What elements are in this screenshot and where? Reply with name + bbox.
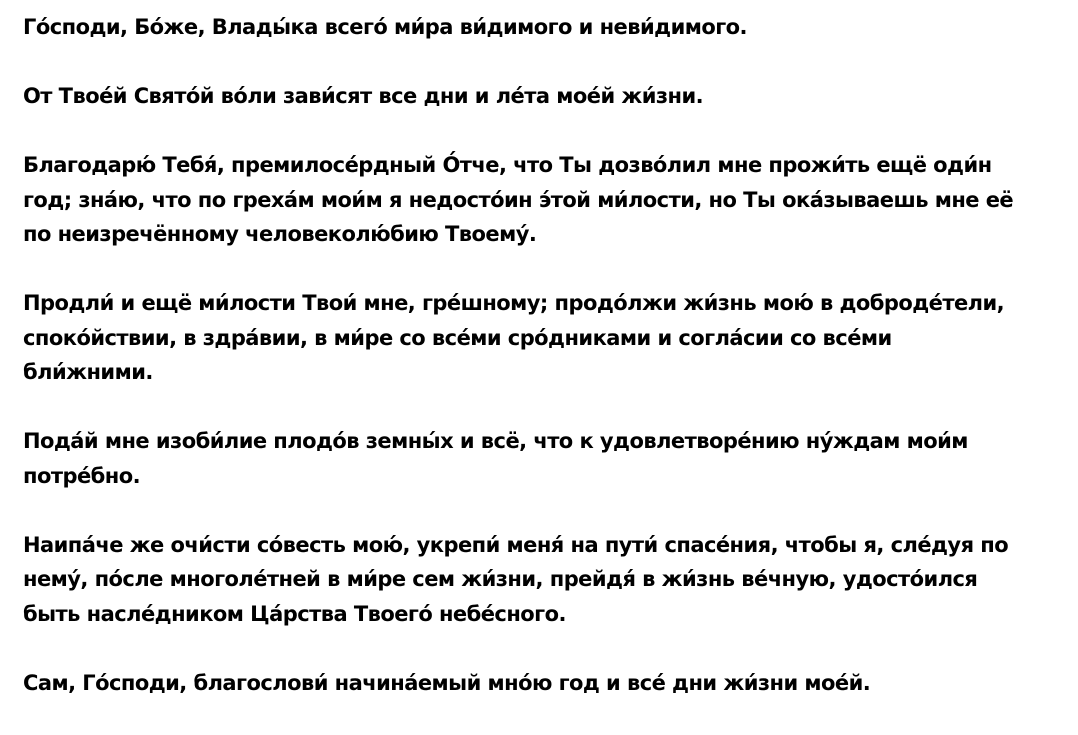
text-line: по неизречённому человеколю́бию Твоему́. bbox=[23, 222, 537, 246]
text-line: потре́бно. bbox=[23, 463, 141, 488]
text-line: Сам, Го́споди, благослови́ начина́емый мно́ю год и все́ дни жи́зни мое́й. bbox=[23, 670, 871, 695]
paragraph-1 bbox=[23, 10, 1068, 45]
text-line: Наипа́че же очи́сти со́весть мою́, укрепи́ меня́ на пути́ спасе́ния, чтобы я, сле́дуя по bbox=[23, 532, 1009, 557]
text-line: бли́жними. bbox=[23, 360, 153, 384]
text-line: нему́, по́сле многоле́тней в ми́ре сем жи́зни, прейдя́ в жи́знь ве́чную, удосто́ился bbox=[23, 567, 978, 591]
text-line: год; зна́ю, что по греха́м мои́м я недосто́ин э́той ми́лости, но Ты ока́зываешь мне её bbox=[23, 187, 1014, 212]
paragraph-4 bbox=[23, 286, 1068, 390]
text-line: Продли́ и ещё ми́лости Твои́ мне, гре́шному; продо́лжи жи́знь мою́ в доброде́тели, bbox=[23, 291, 1005, 315]
text-line: быть насле́дником Ца́рства Твоего́ небе́сного. bbox=[23, 601, 566, 626]
text-line: Го́споди, Бо́же, Влады́ка всего́ ми́ра ви́димого и неви́димого. bbox=[23, 15, 747, 39]
text-line: Пода́й мне изоби́лие плодо́в земны́х и всё, что к удовлетворе́нию ну́ждам мои́м bbox=[23, 429, 968, 453]
paragraph-3 bbox=[23, 148, 1068, 252]
text-line: От Твое́й Свято́й во́ли зави́сят все дни и ле́та мое́й жи́зни. bbox=[23, 84, 704, 108]
text-line: споко́йствии, в здра́вии, в ми́ре со все́ми сро́дниками и согла́сии со все́ми bbox=[23, 325, 892, 350]
paragraph-2 bbox=[23, 79, 1068, 114]
paragraph-7 bbox=[23, 666, 1068, 701]
text-line: Благодарю́ Тебя́, премилосе́рдный О́тче, что Ты дозво́лил мне прожи́ть ещё оди́н bbox=[23, 153, 992, 177]
paragraph-5 bbox=[23, 424, 1068, 493]
paragraph-6 bbox=[23, 528, 1068, 632]
prayer-document bbox=[23, 10, 1068, 735]
